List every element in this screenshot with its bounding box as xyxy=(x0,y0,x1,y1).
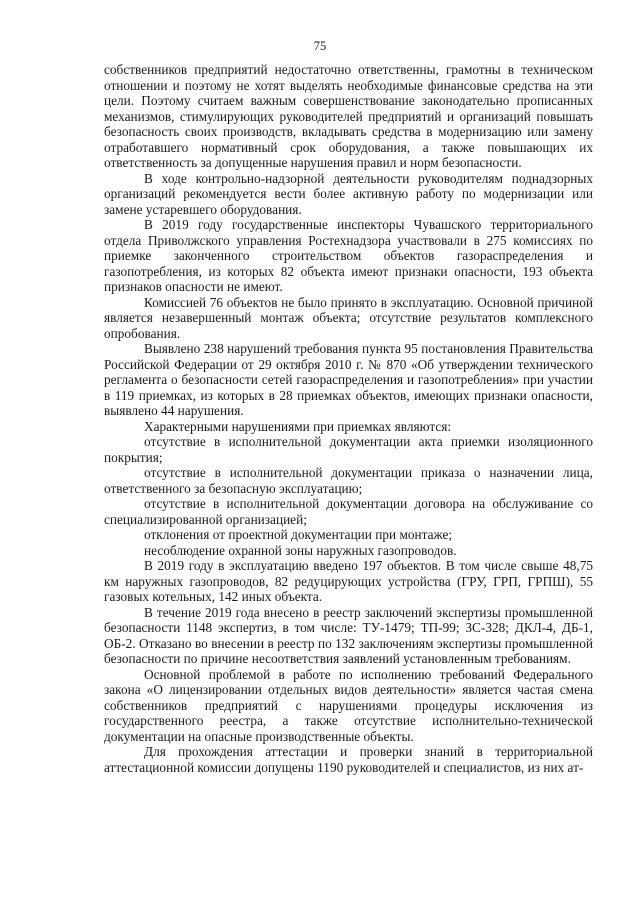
violation-item-5: несоблюдение охранной зоны наружных газопроводов. xyxy=(144,542,457,558)
violation-item-1: отсутствие в исполнительной документации акта приемки изоляционного покрытия; xyxy=(104,434,593,465)
paragraph-12: В 2019 году в эксплуатацию введено 197 объектов. В том числе свыше 48,75 км наружных газопроводов, 82 редуцирующих устройства (ГРУ, ГРП, ГРПШ), 55 газовых котельных, 142 иных объекта. xyxy=(104,558,593,604)
document-body xyxy=(104,62,593,775)
paragraph-5: Выявлено 238 нарушений требования пункта 95 постановления Правительства Российской Федерации от 29 октября 2010 г. № 870 «Об утверждении технического регламента о безопасности сетей газораспределения и газопотребления» при участии в 119 приемках, из которых в 28 приемках объектов, имеющих признаки опасности, выявлено 44 нарушения. xyxy=(104,341,593,418)
violation-item-2: отсутствие в исполнительной документации приказа о назначении лица, ответственного за безопасную эксплуатацию; xyxy=(104,465,593,496)
paragraph-2: В ходе контрольно-надзорной деятельности руководителям поднадзорных организаций рекомендуется вести более активную работу по модернизации или замене устаревшего оборудования. xyxy=(104,170,593,217)
paragraph-6: Характерными нарушениями при приемках являются: xyxy=(144,418,452,434)
paragraph-13: В течение 2019 года внесено в реестр заключений экспертизы промышленной безопасности 1148 экспертиз, в том числе: ТУ-1479; ТП-99; ЗС-328; ДКЛ-4, ДБ-1, ОБ-2. Отказано во внесении в реестр по 132 заключениям экспертизы промышленной безопасности по причине несоответствия заявлений установленным требованиям. xyxy=(104,604,593,666)
paragraph-1: собственников предприятий недостаточно ответственны, грамотны в техническом отношении и поэтому не хотят выделять необходимые финансовые средства на эти цели. Поэтому считаем важным совершенствование законодательно прописанных механизмов, стимулирующих руководителей предприятий и организаций повышать безопасность своих производств, вкладывать средства в модернизацию или замену отработавшего нормативный срок оборудования, а также повышающих их ответственность за допущенные нарушения правил и норм безопасности. xyxy=(104,62,593,170)
paragraph-14: Основной проблемой в работе по исполнению требований Федерального закона «О лицензировании отдельных видов деятельности» является частая смена собственников предприятий с нарушениями процедуры исключения из государственного реестра, а также отсутствие исполнительно-технической документации на опасные производственные объекты. xyxy=(104,666,593,744)
paragraph-15: Для прохождения аттестации и проверки знаний в территориальной аттестационной комиссии допущены 1190 руководителей и специалистов, из них ат- xyxy=(104,744,593,775)
paragraph-3: В 2019 году государственные инспекторы Чувашского территориального отдела Приволжского управления Ростехнадзора участвовали в 275 комиссиях по приемке законченного строительством объектов газораспределения и газопотребления, из которых 82 объекта имеют признаки опасности, 193 объекта признаков опасности не имеют. xyxy=(104,217,593,294)
violation-item-4: отклонения от проектной документации при монтаже; xyxy=(144,527,453,542)
violation-item-3: отсутствие в исполнительной документации договора на обслуживание со специализированной организацией; xyxy=(104,496,593,527)
page-number: 75 xyxy=(313,39,327,53)
paragraph-4: Комиссией 76 объектов не было принято в эксплуатацию. Основной причиной является незавершенный монтаж объекта; отсутствие результатов комплексного опробования. xyxy=(104,294,593,341)
